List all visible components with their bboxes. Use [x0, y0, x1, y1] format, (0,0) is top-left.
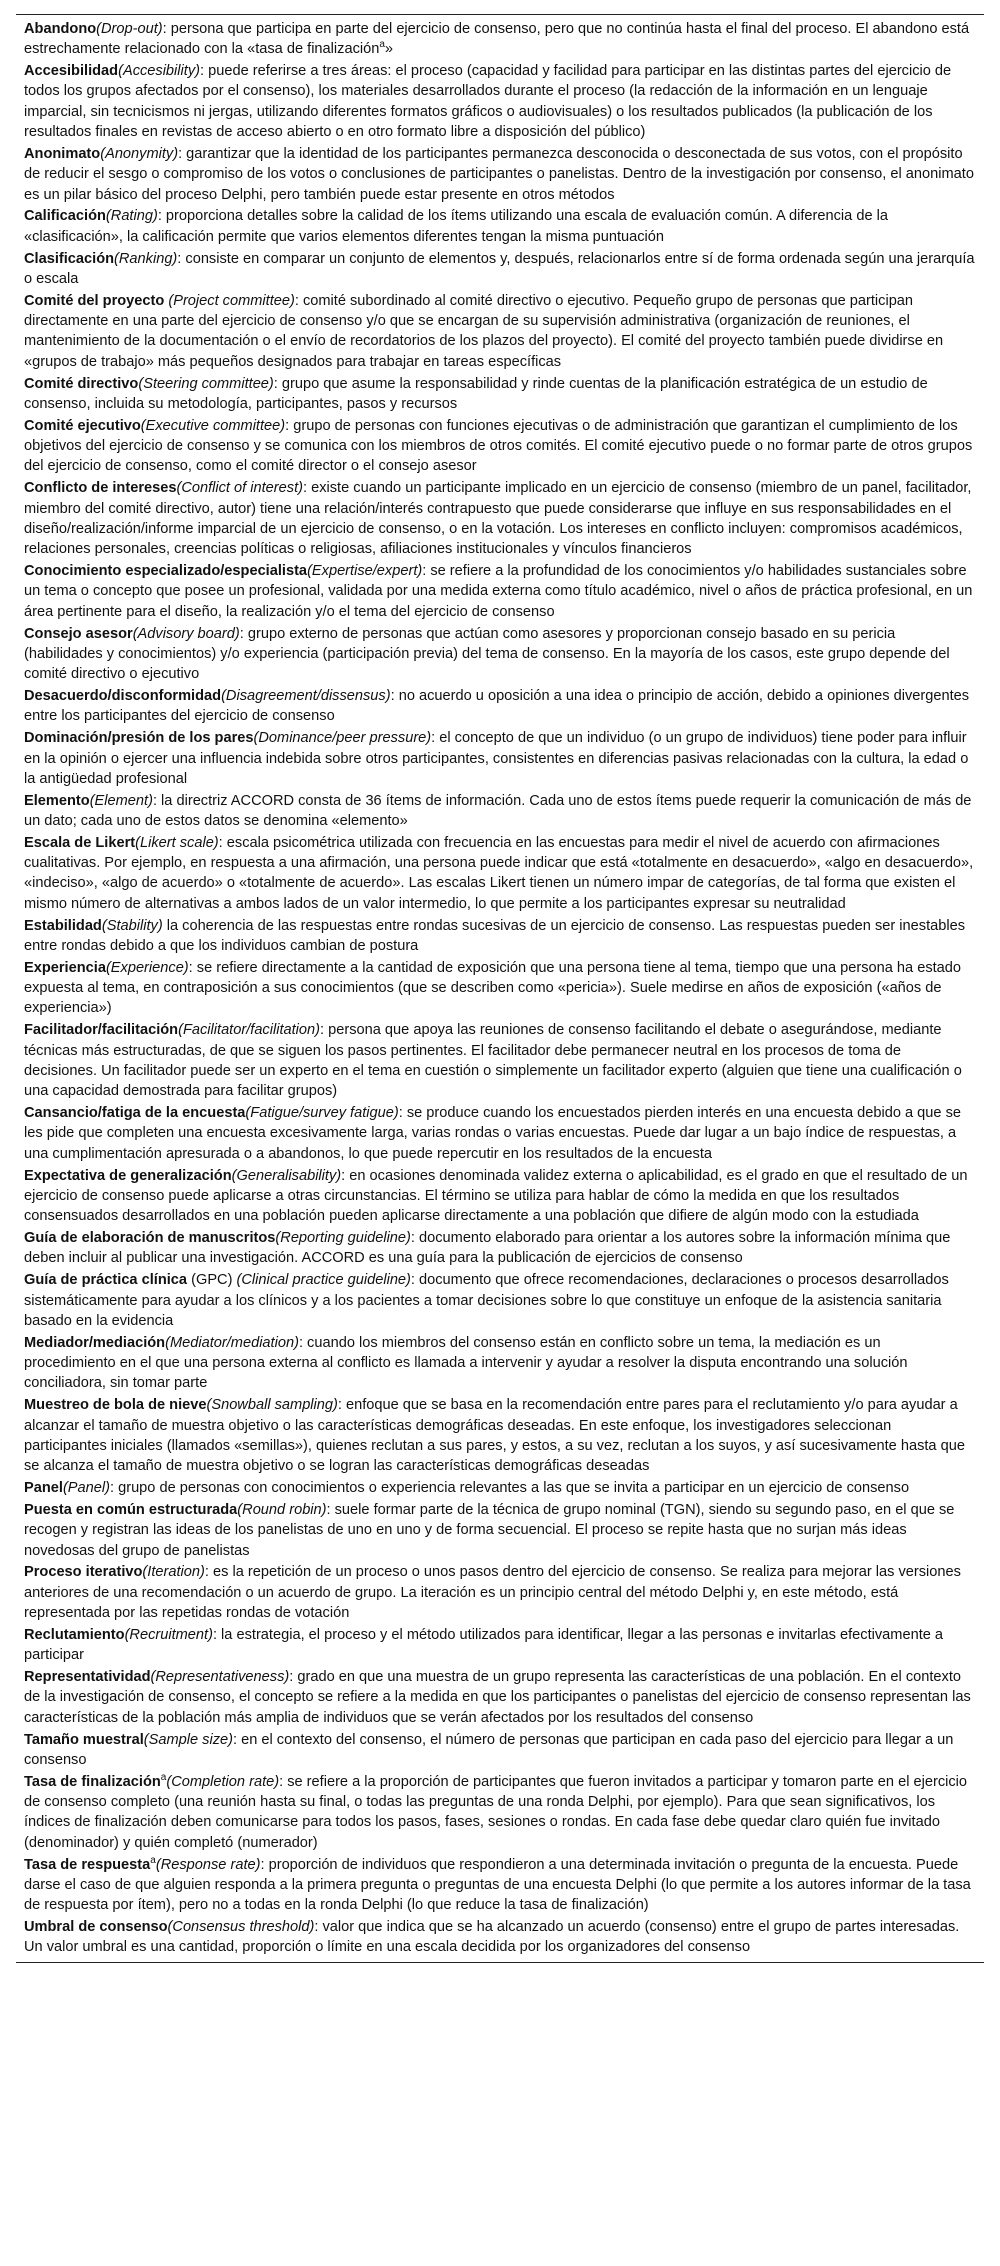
glossary-entry: [24, 1333, 976, 1394]
glossary-definition: : proporción de individuos que respondieron a una determinada invitación o pregunta de la encuesta. Puede darse el caso de que alguien responda a la primera pregunta o preguntas de una encuesta Delphi (lo que permite a los autores informar de la tasa de respuesta por ítem), pero no a todas en la ronda Delphi (lo que reduce la tasa de finalización): [24, 1856, 971, 1914]
glossary-term: Comité ejecutivo: [24, 417, 141, 434]
glossary-term: Conflicto de intereses: [24, 480, 177, 497]
glossary-entry: [24, 791, 976, 832]
glossary-english-term: (Element): [89, 792, 153, 809]
glossary-term: Muestreo de bola de nieve: [24, 1397, 207, 1414]
glossary-english-term: (Project committee): [164, 292, 295, 309]
glossary-term: Tamaño muestral: [24, 1731, 144, 1748]
glossary-entry: [24, 291, 976, 372]
glossary-entry: [24, 1772, 976, 1853]
glossary-english-term: (Reporting guideline): [275, 1230, 411, 1247]
glossary-term: Experiencia: [24, 959, 106, 976]
glossary-entry: [24, 1730, 976, 1771]
glossary-definition: : grupo que asume la responsabilidad y rinde cuentas de la planificación estratégica de un estudio de consenso, incluida su metodología, participantes, pasos y recursos: [24, 375, 928, 412]
glossary-definition: : la directriz ACCORD consta de 36 ítems de información. Cada uno de estos ítems puede requerir la comunicación de más de un dato; cada uno de estos datos se denomina «elemento»: [24, 792, 972, 829]
glossary-english-term: (Recruitment): [124, 1626, 213, 1643]
glossary-term: Tasa de finalización: [24, 1773, 161, 1790]
glossary-entry: [24, 1166, 976, 1227]
glossary-entry: [24, 1917, 976, 1958]
glossary-definition: : se produce cuando los encuestados pierden interés en una encuesta debido a que se les pide que completen una encuesta excesivamente larga, varias rondas o varias encuestas. Puede dar lugar a un bajo índice de respuestas, a una cumplimentación apresurada o a abandonos, lo que puede repercutir en los resultados de la encuesta: [24, 1105, 961, 1162]
glossary-entry: [24, 206, 976, 247]
glossary-english-term: (Disagreement/dissensus): [221, 688, 391, 705]
glossary-english-term: (Generalisability): [231, 1167, 342, 1184]
glossary-term: Calificación: [24, 208, 106, 225]
glossary-definition: : documento que ofrece recomendaciones, declaraciones o procesos desarrollados sistemáticamente para ayudar a los clínicos y a los pacientes a tomar decisiones sobre lo que constituye un enfoque de la asistencia sanitaria basado en la evidencia: [24, 1272, 949, 1329]
glossary-definition: : escala psicométrica utilizada con frecuencia en las encuestas para medir el nivel de acuerdo con afirmaciones cualitativas. Por ejemplo, en respuesta a una afirmación, una persona puede indicar que está «totalmente en desacuerdo», «algo en desacuerdo», «indeciso», «algo de acuerdo» o «totalmente de acuerdo». Las escalas Likert tienen un número impar de categorías, de tal forma que existen el mismo número de alternativas a ambos lados de un valor intermedio, lo que permite a los participantes expresar su neutralidad: [24, 834, 974, 912]
glossary-term: Elemento: [24, 792, 90, 809]
glossary-english-term: (Facilitator/facilitation): [178, 1022, 321, 1039]
glossary-term: Tasa de respuesta: [24, 1856, 151, 1873]
glossary-term: Reclutamiento: [24, 1626, 125, 1643]
glossary-definition: : es la repetición de un proceso o unos pasos dentro del ejercicio de consenso. Se realiza para mejorar las versiones anteriores de una recomendación o un acuerdo de grupo. La iteración es un principio central del método Delphi y, en este método, está representada por las repetidas rondas de votación: [24, 1564, 961, 1621]
glossary-entry: [24, 958, 976, 1019]
glossary-english-term: (Dominance/peer pressure): [253, 730, 432, 747]
glossary-entry: [24, 1500, 976, 1561]
glossary-definition: : valor que indica que se ha alcanzado un acuerdo (consenso) entre el grupo de partes interesadas. Un valor umbral es una cantidad, proporción o límite en una escala decidida por los organizadores del consenso: [24, 1919, 960, 1956]
glossary-term: Umbral de consenso: [24, 1919, 168, 1936]
glossary-entry: [24, 728, 976, 789]
glossary-english-term: (Iteration): [142, 1564, 205, 1581]
glossary-entry: [24, 561, 976, 622]
glossary-entry: [24, 61, 976, 142]
glossary-english-term: (Steering committee): [138, 375, 274, 392]
glossary-definition: : en ocasiones denominada validez externa o aplicabilidad, es el grado en que el resultado de un ejercicio de consenso puede aplicarse a otras circunstancias. El término se utiliza para hablar de cómo la medida en que los resultados consensuados desarrollados en una población pueden aplicarse directamente a una población que difiere de algún modo con la estudiada: [24, 1167, 968, 1225]
glossary-english-term: (Representativeness): [150, 1669, 290, 1686]
glossary-entry: [24, 249, 976, 290]
glossary-definition: : existe cuando un participante implicado en un ejercicio de consenso (miembro de un panel, facilitador, miembro del comité directivo, autor) tiene una relación/interés contrapuesto que puede considerarse que influye en sus responsabilidades en el diseño/realización/informe imparcial de un ejercicio de consenso, o en la votación. Los intereses en conflicto incluyen: compromisos académicos, relaciones personales, creencias políticas o religiosas, afiliaciones institucionales y vínculos financieros: [24, 480, 972, 558]
glossary-term: Comité del proyecto: [24, 292, 165, 309]
glossary-definition: : no acuerdo u oposición a una idea o principio de acción, debido a opiniones divergentes entre los participantes del ejercicio de consenso: [24, 688, 970, 725]
glossary-entry: [24, 1855, 976, 1916]
glossary-term: Accesibilidad: [24, 63, 119, 80]
glossary-term: Clasificación: [24, 250, 115, 267]
glossary-definition: la coherencia de las respuestas entre rondas sucesivas de un ejercicio de consenso. Las respuestas pueden ser inestables entre rondas debido a que los individuos cambian de postura: [24, 917, 966, 954]
glossary-entry: [24, 1478, 976, 1498]
glossary-term: Proceso iterativo: [24, 1564, 143, 1581]
glossary-term: Comité directivo: [24, 375, 139, 392]
glossary-entry: [24, 416, 976, 477]
glossary-english-term: (Round robin): [237, 1501, 327, 1518]
glossary-definition: : documento elaborado para orientar a los autores sobre la información mínima que deben incluir al publicar una investigación. ACCORD es una guía para la publicación de ejercicios de consenso: [24, 1230, 951, 1267]
glossary-definition: : el concepto de que un individuo (o un grupo de individuos) tiene poder para influir en la opinión o ejercer una influencia indebida sobre otros participantes, consistentes en diferencias pasivas relacionadas con la cultura, la edad o la antigüedad profesional: [24, 730, 969, 787]
glossary-english-term: (Completion rate): [166, 1773, 280, 1790]
glossary-english-term: (Consensus threshold): [167, 1919, 315, 1936]
glossary-english-term: (Conflict of interest): [176, 480, 303, 497]
glossary-entry: [24, 144, 976, 205]
glossary-entry: [24, 374, 976, 415]
footnote-marker: a: [160, 1771, 167, 1783]
glossary-english-term: (Likert scale): [135, 834, 219, 851]
glossary-definition: : se refiere a la profundidad de los conocimientos y/o habilidades sustanciales sobre un tema o concepto que posee un profesional, validada por una medida externa como título académico, nivel o años de práctica profesional, en un área pertinente para el diseño, la realización y/o el tema del ejercicio de consenso: [24, 563, 973, 620]
glossary-definition: : persona que participa en parte del ejercicio de consenso, pero que no continúa hasta el final del proceso. El abandono está estrechamente relacionado con la «tasa de finalización: [24, 21, 970, 58]
glossary-definition: : se refiere directamente a la cantidad de exposición que una persona tiene al tema, tiempo que una persona ha estado expuesta al tema, en contraposición a sus conocimientos (que se describen como «pericia»). Suele medirse en años de exposición («años de experiencia»): [24, 959, 962, 1017]
glossary-definition: : enfoque que se basa en la recomendación entre pares para el reclutamiento y/o para ayudar a alcanzar el tamaño de muestra objetivo o las características demográficas deseadas. En este enfoque, los investigadores seleccionan participantes iniciales (llamados «semillas»), quienes reclutan a sus pares, y estos, a su vez, reclutan a los suyos, y así sucesivamente hasta que se alcanza el tamaño de muestra objetivo o se logran las características demográficas deseadas: [24, 1397, 965, 1475]
glossary-entry: [24, 1625, 976, 1666]
glossary-definition: : se refiere a la proporción de participantes que fueron invitados a participar y tomaron parte en el ejercicio de consenso completo (una reunión hasta su final, o todas las preguntas de una ronda Delphi, por ejemplo). Para que sean significativos, los índices de finalización deben comunicarse para todos los pasos, fases, sesiones o rondas. En cada fase debe quedar claro quién fue invitado (denominador) y quién completó (numerador): [24, 1773, 968, 1851]
glossary-definition: : puede referirse a tres áreas: el proceso (capacidad y facilidad para participar en las distintas partes del ejercicio de todos los grupos afectados por el consenso), los materiales desarrollados durante el proceso (la redacción de la información en un lenguaje imparcial, sin tecnicismos ni jergas, utilizando diferentes formatos gráficos o audiovisuales) o los resultados publicados (la publicación de los resultados finales en revistas de acceso abierto o en otro formato libre a disposición del público): [24, 63, 952, 141]
glossary-english-term: (Experience): [105, 959, 189, 976]
glossary-english-term: (Advisory board): [132, 625, 240, 642]
glossary-english-term: (Panel): [62, 1480, 110, 1497]
glossary-term: Anonimato: [24, 145, 101, 162]
glossary-term: Guía de práctica clínica: [24, 1272, 188, 1289]
glossary-english-term: (Expertise/expert): [307, 563, 423, 580]
glossary-definition: : grupo de personas con funciones ejecutivas o de administración que garantizan el cumplimiento de los objetivos del ejercicio de consenso y se comunica con los miembros de otros comités. El comité ejecutivo puede o no formar parte de otros grupos del ejercicio de consenso, como el comité director o el consejo asesor: [24, 417, 973, 475]
glossary-entry: [24, 1667, 976, 1728]
glossary-term: Conocimiento especializado/especialista: [24, 563, 308, 580]
glossary-entry: [24, 624, 976, 685]
glossary-term: Facilitador/facilitación: [24, 1022, 179, 1039]
glossary-entry: [24, 1228, 976, 1269]
glossary-entry: [24, 1270, 976, 1331]
footnote-marker: a: [150, 1854, 156, 1866]
glossary-term: Cansancio/fatiga de la encuesta: [24, 1105, 246, 1122]
glossary-term: Consejo asesor: [24, 625, 133, 642]
glossary-entry: [24, 916, 976, 957]
glossary-definition: : persona que apoya las reuniones de consenso facilitando el debate o asegurándose, mediante técnicas más estructuradas, de que se siguen los pasos pertinentes. El facilitador debe permanecer neutral en los procesos de toma de decisiones. Un facilitador puede ser un experto en el tema en cuestión o simplemente un facilitador experto (alguien que tiene una cualificación o una capacidad demostrada para facilitar grupos): [24, 1022, 962, 1100]
glossary-definition: : grupo externo de personas que actúan como asesores y proporcionan consejo basado en su pericia (habilidades y conocimientos) y/o experiencia (participación previa) del tema de consenso. En la mayoría de los casos, este grupo depende del comité directivo o ejecutivo: [24, 625, 950, 683]
glossary-definition: : garantizar que la identidad de los participantes permanezca desconocida o desconectada de sus votos, con el propósito de reducir el sesgo o compromiso de los votos o conclusiones de participantes o panelistas. Dentro de la investigación por consenso, el anonimato es un pilar básico del proceso Delphi, pero también puede estar presente en otros métodos: [24, 145, 974, 203]
glossary-english-term: (Anonymity): [100, 145, 179, 162]
glossary-definition: : en el contexto del consenso, el número de personas que participan en cada paso del ejercicio para llegar a un consenso: [24, 1731, 954, 1768]
footnote-marker: a: [379, 39, 385, 51]
glossary-entry: [24, 19, 976, 60]
glossary-term: Panel: [24, 1480, 63, 1497]
glossary-definition: : grado en que una muestra de un grupo representa las características de una población. En el contexto de la investigación de consenso, el concepto se refiere a la medida en que los participantes o panelistas del ejercicio de consenso representan las características de la población más amplia de individuos que se verán afectados por los resultados del consenso: [24, 1669, 971, 1726]
glossary-term: Abandono: [24, 21, 97, 37]
glossary-english-term: (Stability): [101, 917, 163, 934]
glossary-english-term: (Mediator/mediation): [165, 1334, 299, 1351]
glossary-english-term: (Response rate): [155, 1856, 261, 1873]
glossary-definition: : suele formar parte de la técnica de grupo nominal (TGN), siendo su segundo paso, en el que se recogen y registran las ideas de los panelistas de uno en uno y de forma secuencial. El proceso se repite hasta que no surjan más ideas novedosas del grupo de panelistas: [24, 1501, 955, 1559]
glossary-english-term: (Executive committee): [140, 417, 286, 434]
glossary-entry: [24, 1562, 976, 1623]
glossary-term: Expectativa de generalización: [24, 1167, 232, 1184]
glossary-english-term: (Rating): [105, 208, 158, 225]
glossary-english-term: (Fatigue/survey fatigue): [245, 1105, 399, 1122]
glossary-definition: : cuando los miembros del consenso están en conflicto sobre un tema, la mediación es un procedimiento en el que una persona externa al conflicto es llamada a intervenir y ayudar a resolver la disputa encontrando una solución conciliadora, sin tomar parte: [24, 1334, 908, 1392]
glossary-definition: : grupo de personas con conocimientos o experiencia relevantes a las que se invita a participar en un ejercicio de consenso: [109, 1480, 910, 1497]
glossary-english-term: (Clinical practice guideline): [236, 1272, 411, 1289]
glossary-abbreviation: (GPC): [187, 1272, 237, 1289]
glossary-english-term: (Drop-out): [96, 21, 163, 37]
glossary-definition-end: »: [384, 41, 394, 58]
glossary-term: Desacuerdo/disconformidad: [24, 688, 222, 705]
glossary-english-term: (Sample size): [143, 1731, 233, 1748]
glossary-entry: [24, 1395, 976, 1476]
glossary-definition: : proporciona detalles sobre la calidad de los ítems utilizando una escala de evaluación común. A diferencia de la «clasificación», la calificación permite que varios elementos diferentes tengan la misma puntuación: [24, 208, 888, 245]
glossary-term: Representatividad: [24, 1669, 151, 1686]
glossary-term: Estabilidad: [24, 917, 102, 934]
glossary-term: Mediador/mediación: [24, 1334, 166, 1351]
glossary-entry: [24, 686, 976, 727]
glossary-entry: [24, 833, 976, 914]
glossary-definition: : comité subordinado al comité directivo o ejecutivo. Pequeño grupo de personas que participan directamente en una parte del ejercicio de consenso y/o que se encargan de su supervisión administrativa (organización de reuniones, el mantenimiento de la documentación o el envío de recordatorios de los plazos del proyecto). El comité del proyecto también puede dividirse en «grupos de trabajo» más pequeños designados para trabajar en tareas específicas: [24, 292, 944, 370]
glossary-term: Guía de elaboración de manuscritos: [24, 1230, 276, 1247]
glossary-term: Dominación/presión de los pares: [24, 730, 254, 747]
glossary-english-term: (Ranking): [114, 250, 178, 267]
glossary-english-term: (Snowball sampling): [206, 1397, 338, 1414]
glossary-entry: [24, 478, 976, 559]
glossary-term: Escala de Likert: [24, 834, 136, 851]
glossary-definition: : consiste en comparar un conjunto de elementos y, después, relacionarlos entre sí de forma ordenada según una jerarquía o escala: [24, 250, 975, 287]
glossary-english-term: (Accesibility): [118, 63, 200, 80]
glossary-entry: [24, 1020, 976, 1101]
glossary-table: [16, 14, 984, 1963]
glossary-entry: [24, 1103, 976, 1164]
glossary-term: Puesta en común estructurada: [24, 1501, 238, 1518]
glossary-definition: : la estrategia, el proceso y el método utilizados para identificar, llegar a las personas e invitarlas efectivamente a participar: [24, 1626, 944, 1664]
